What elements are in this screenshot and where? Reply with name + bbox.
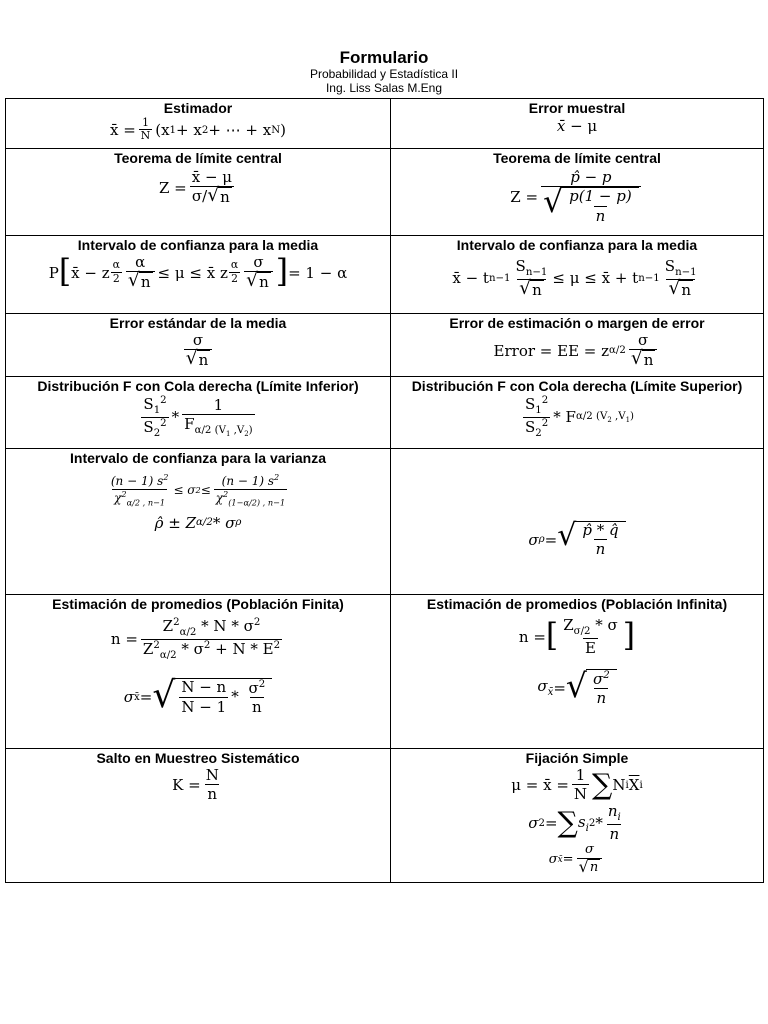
course-name: Probabilidad y Estadística II [309,67,459,81]
cell-f-superior [391,377,764,449]
formula-row [6,236,764,314]
formula-sigma-infinita: $\sigma_{x̄}$ = √ $\frac{\sigma^2}{n}$ [391,669,763,707]
author-name: Ing. Liss Salas M.Eng [325,81,443,95]
formula-error-fijacion: σ x̄ = σ √ n [391,843,763,877]
cell-error-muestral [391,99,764,149]
document-header [0,48,768,95]
formula-n-finita: n = $\frac{Z^2_{\alpha/2} * N * \sigma^2}{Z^2_{\alpha/2} * \sigma^2 + N * E^2}$ [110,617,281,661]
cell-error-estimacion [391,314,764,377]
formula-row [6,149,764,236]
heading-salto: Salto en Muestreo Sistemático [96,750,300,766]
heading-tlc-media: Teorema de límite central [114,150,282,166]
formula-sigma-finita: σ x̄ = √ $\frac{N - n}{N - 1}$ * $\frac{\sigma^2}{n}$ [6,678,390,716]
heading-fijacion: Fijación Simple [525,750,629,766]
document-title: Formulario [339,48,429,67]
formula-tlc-proporcion: Z = p̂ − p √ $\frac{p(1 - p)}{n}$ [391,169,763,225]
cell-error-estandar [6,314,391,377]
formula-estimador: x̄ = $\frac{1}{N}$ (x 1 + x 2 + ⋯ + x N ) [109,116,286,143]
heading-error-muestral: Error muestral [528,100,626,116]
formula-error-estandar: σ √ n [6,332,390,369]
cell-fijacion [391,749,764,883]
formula-tlc-media: Z = x̄ − μ σ/ √ n [158,168,233,207]
formula-intervalo-proporcion: ρ̂ ± Z α/2 * σ ρ [154,513,242,532]
heading-tlc-proporcion: Teorema de límite central [493,150,661,166]
cell-tlc-proporcion [391,149,764,236]
formula-desviacion-proporcion: σ ρ = √ $\frac{p̂ * q̂}{n}$ [391,521,763,558]
cell-ic-varianza [6,449,391,595]
formula-ic-media-z: P [ x̄ − z $\frac{\alpha}{2}$ α √ n ≤ μ ≤ x̄ z $\frac{\alpha}{2}$ σ √ n ] = 1 − α [48,253,348,292]
heading-f-inferior: Distribución F con Cola derecha (Límite Inferior) [37,378,359,394]
heading-f-superior: Distribución F con Cola derecha (Límite Superior) [411,378,743,394]
formula-media-poblacional: μ = x̄ = $\frac{1}{N}$ ∑ N i $\overline{X}$ i [511,766,643,804]
formula-row [6,314,764,377]
formula-row [6,595,764,749]
heading-estimador: Estimador [163,100,233,116]
heading-prom-finita: Estimación de promedios (Población Finita) [52,596,344,612]
formula-row [6,449,764,595]
cell-ic-media-z [6,236,391,314]
formula-row [6,377,764,449]
formula-row [6,99,764,149]
formula-row [6,749,764,883]
cell-ic-media-t [391,236,764,314]
cell-f-inferior [6,377,391,449]
formula-f-inferior: $\frac{S_1^2}{S_2^2}$ * $\frac{1}{F_{\alpha/2 (V_1 ,V_2)}}$ [143,395,253,439]
heading-ic-media-z: Intervalo de confianza para la media [77,237,319,253]
formula-varianza-fijacion: σ 2 = ∑ $s_i$ 2 * $\frac{n_i}{n}$ [528,802,621,843]
cell-desviacion-proporcion [391,449,764,595]
formula-error-muestral: x̄ − μ [556,117,598,135]
cell-salto [6,749,391,883]
formula-table [5,98,764,883]
cell-tlc-media [6,149,391,236]
cell-estimador [6,99,391,149]
formula-ic-media-t: x̄ − t n−1 $S_{n-1}$ √ n ≤ μ ≤ x̄ + t n−1 $S_{n-1}$ √ n [452,257,697,299]
formula-f-superior: $\frac{S_1^2}{S_2^2}$ * F α/2 ($V_2$ $,V_1$) [525,395,634,439]
heading-error-estimacion: Error de estimación o margen de error [449,315,705,331]
heading-prom-infinita: Estimación de promedios (Población Infinita) [426,596,728,612]
formula-n-infinita: n = [ $\frac{Z_{\sigma/2} * \sigma}{E}$ ] [518,616,636,657]
cell-prom-finita [6,595,391,749]
heading-ic-media-t: Intervalo de confianza para la media [456,237,698,253]
cell-prom-infinita [391,595,764,749]
heading-error-estandar: Error estándar de la media [109,315,287,331]
formula-ic-varianza: $\frac{(n - 1) s^2}{\chi^2_{\alpha/2 , n-1}}$ ≤ σ 2 ≤ $\frac{(n - 1) s^2}{\chi^2_{(1-\alpha/2) , n-1}}$ [110,472,286,508]
formula-error-estimacion: Error = EE = z α/2 σ √ n [391,332,763,369]
formula-salto: K = $\frac{N}{n}$ [172,766,219,804]
heading-ic-varianza: Intervalo de confianza para la varianza [70,450,326,466]
